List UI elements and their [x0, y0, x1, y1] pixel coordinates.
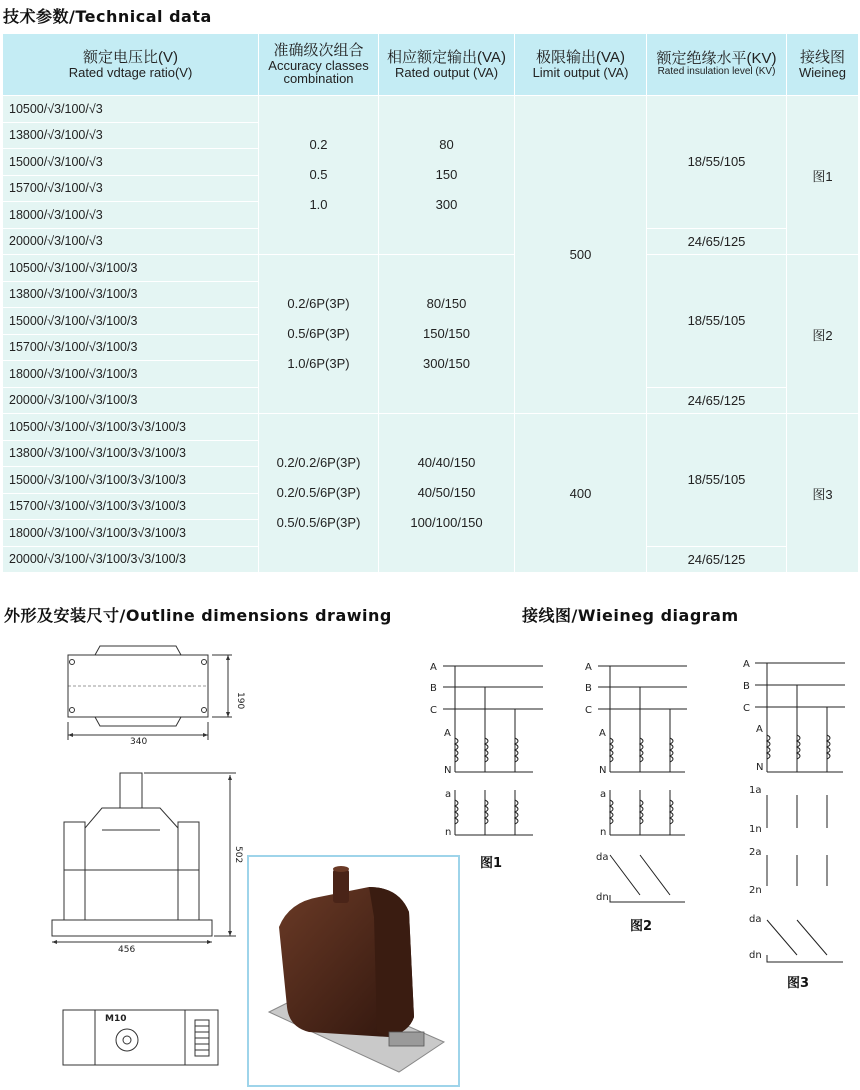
secondary-bottom-label: n — [445, 827, 452, 838]
bus-label: B — [430, 683, 437, 694]
ratio-cell: 20000/√3/100/√3/100/3 — [3, 387, 259, 414]
wiring-ref-cell: 图2 — [787, 255, 859, 414]
s2-bottom-label: 2n — [749, 885, 762, 896]
insulation-cell: 24/65/125 — [647, 228, 787, 255]
limit-output-cell: 400 — [515, 414, 647, 573]
accuracy-cell: 0.2 0.5 1.0 — [259, 96, 379, 255]
ratio-cell: 10500/√3/100/√3/100/3√3/100/3 — [3, 414, 259, 441]
ratio-cell: 18000/√3/100/√3/100/3√3/100/3 — [3, 520, 259, 547]
primary-bottom-label: N — [444, 765, 452, 776]
ratio-cell: 15000/√3/100/√3/100/3√3/100/3 — [3, 467, 259, 494]
accuracy-cell: 0.2/6P(3P) 0.5/6P(3P) 1.0/6P(3P) — [259, 255, 379, 414]
insulation-cell: 18/55/105 — [647, 414, 787, 547]
wiring-caption-1: 图1 — [480, 856, 503, 871]
s2-top-label: 2a — [749, 847, 762, 858]
dim-top-height: 190 — [235, 692, 245, 710]
primary-bottom-label: N — [756, 762, 764, 773]
ratio-cell: 13800/√3/100/√3 — [3, 122, 259, 149]
technical-data-table — [2, 33, 859, 573]
table-row — [3, 255, 859, 282]
table-row — [3, 96, 859, 123]
header-limit-output: 极限输出(VA) Limit output (VA) — [515, 34, 647, 96]
secondary-top-label: a — [600, 789, 607, 800]
bus-label: B — [585, 683, 592, 694]
header-rated-voltage-ratio: 额定电压比(V) Rated vdtage ratio(V) — [3, 34, 259, 96]
outline-front-view — [40, 770, 250, 955]
primary-top-label: A — [444, 728, 451, 739]
output-cell: 80 150 300 — [379, 96, 515, 255]
open-delta-bottom-label: dn — [596, 892, 609, 903]
open-delta-top-label: da — [596, 852, 609, 863]
dim-front-height: 502 — [233, 846, 243, 864]
insulation-cell: 24/65/125 — [647, 387, 787, 414]
s1-bottom-label: 1n — [749, 824, 762, 835]
bus-label: A — [743, 659, 750, 670]
secondary-bottom-label: n — [600, 827, 607, 838]
ratio-cell: 10500/√3/100/√3 — [3, 96, 259, 123]
bottom-terminal-label: M10 — [105, 1014, 127, 1024]
primary-top-label: A — [599, 728, 606, 739]
ratio-cell: 15000/√3/100/√3/100/3 — [3, 308, 259, 335]
bus-label: A — [585, 662, 592, 673]
ratio-cell: 13800/√3/100/√3/100/3√3/100/3 — [3, 440, 259, 467]
ratio-cell: 18000/√3/100/√3 — [3, 202, 259, 229]
outline-drawing-title: 外形及安装尺寸/Outline dimensions drawing — [4, 606, 392, 625]
outline-bottom-view — [55, 990, 225, 1085]
outline-top-view — [40, 640, 250, 750]
ratio-cell: 20000/√3/100/√3 — [3, 228, 259, 255]
insulation-cell: 18/55/105 — [647, 96, 787, 229]
primary-top-label: A — [756, 724, 763, 735]
open-delta-bottom-label: dn — [749, 950, 762, 961]
ratio-cell: 15700/√3/100/√3/100/3 — [3, 334, 259, 361]
wiring-ref-cell: 图1 — [787, 96, 859, 255]
output-cell: 40/40/150 40/50/150 100/100/150 — [379, 414, 515, 573]
dim-front-width: 456 — [118, 945, 136, 955]
insulation-cell: 24/65/125 — [647, 546, 787, 573]
secondary-top-label: a — [445, 789, 452, 800]
primary-bottom-label: N — [599, 765, 607, 776]
ratio-cell: 13800/√3/100/√3/100/3 — [3, 281, 259, 308]
bus-label: C — [430, 705, 437, 716]
wiring-caption-3: 图3 — [787, 976, 810, 991]
ratio-cell: 15700/√3/100/√3/100/3√3/100/3 — [3, 493, 259, 520]
table-header-row — [3, 34, 859, 96]
table-row — [3, 414, 859, 441]
ratio-cell: 18000/√3/100/√3/100/3 — [3, 361, 259, 388]
header-insulation-level: 额定绝缘水平(KV) Rated insulation level (KV) — [647, 34, 787, 96]
ratio-cell: 20000/√3/100/√3/100/3√3/100/3 — [3, 546, 259, 573]
technical-data-title: 技术参数/Technical data — [3, 7, 212, 26]
header-wiring-diagram: 接线图 Wieineg — [787, 34, 859, 96]
ratio-cell: 15000/√3/100/√3 — [3, 149, 259, 176]
s1-top-label: 1a — [749, 785, 762, 796]
ratio-cell: 10500/√3/100/√3/100/3 — [3, 255, 259, 282]
dim-top-width: 340 — [130, 737, 148, 747]
insulation-cell: 18/55/105 — [647, 255, 787, 388]
output-cell: 80/150 150/150 300/150 — [379, 255, 515, 414]
wiring-ref-cell: 图3 — [787, 414, 859, 573]
header-rated-output: 相应额定输出(VA) Rated output (VA) — [379, 34, 515, 96]
ratio-cell: 15700/√3/100/√3 — [3, 175, 259, 202]
bus-label: C — [585, 705, 592, 716]
wiring-diagrams — [425, 650, 855, 995]
bus-label: C — [743, 703, 750, 714]
limit-output-cell: 500 — [515, 96, 647, 414]
open-delta-top-label: da — [749, 914, 762, 925]
accuracy-cell: 0.2/0.2/6P(3P) 0.2/0.5/6P(3P) 0.5/0.5/6P(3P) — [259, 414, 379, 573]
bus-label: A — [430, 662, 437, 673]
wiring-caption-2: 图2 — [630, 919, 653, 934]
header-accuracy-classes: 准确级次组合 Accuracy classes combination — [259, 34, 379, 96]
bus-label: B — [743, 681, 750, 692]
wiring-diagram-title: 接线图/Wieineg diagram — [522, 606, 739, 625]
